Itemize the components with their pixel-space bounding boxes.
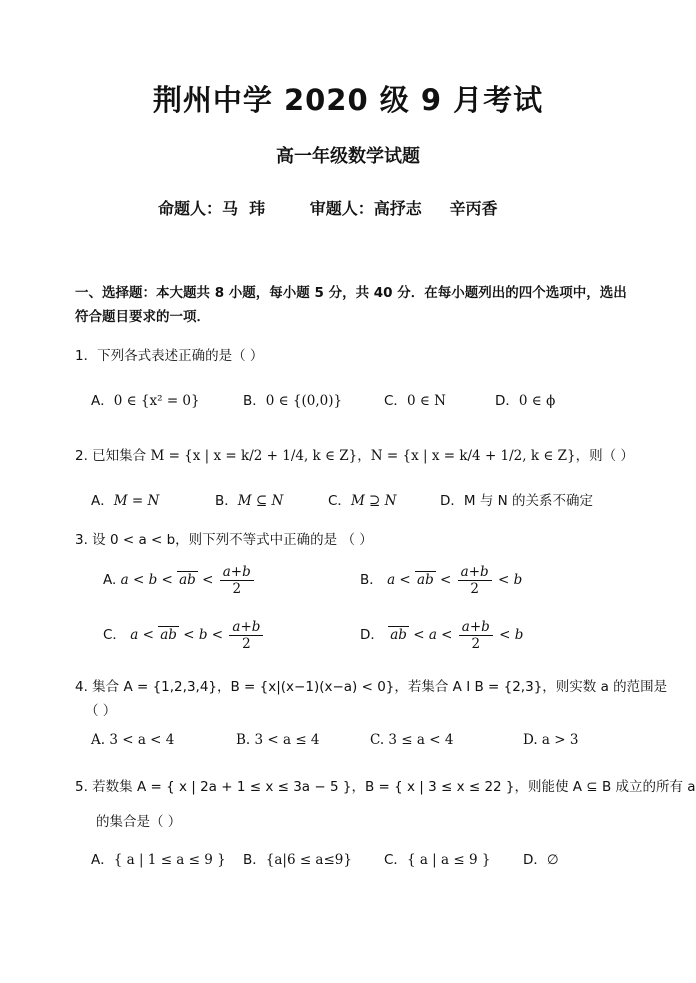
option-expr: { a | 1 ≤ a ≤ 9 }	[113, 852, 226, 868]
question-2-sep: ，	[357, 448, 371, 464]
question-3-option-d: D． ab < a < $\frac{a+b}{2}$ < b	[360, 619, 524, 652]
question-4-option-d: D. a > 3	[523, 732, 579, 748]
option-expr: 0 ∈ {(0,0)}	[265, 393, 343, 409]
question-3-option-b: B． a < ab < $\frac{a+b}{2}$ < b	[360, 564, 523, 597]
option-expr: M ⊇ N	[350, 493, 397, 509]
author-line: 命题人：马 玮 审题人：高抒志 辛丙香	[158, 199, 498, 218]
question-4-option-a: A. 3 < a < 4	[91, 732, 175, 748]
exam-title: 荆州中学 2020 级 9 月考试	[152, 83, 544, 117]
option-label: B．	[215, 493, 238, 509]
option-expr: 0 ∈ ϕ	[518, 393, 556, 409]
exam-subtitle: 高一年级数学试题	[276, 146, 420, 167]
question-2-set-m: M = {x | x = k/2 + 1/4, k ∈ Z}	[150, 448, 358, 464]
question-5-option-c	[384, 848, 490, 868]
fraction: $\frac{a+b}{2}$	[458, 564, 492, 597]
option-expr: { a | a ≤ 9 }	[406, 852, 491, 868]
option-label: D．	[440, 493, 464, 509]
question-2-suffix: ，则（ ）	[575, 448, 634, 464]
question-1-option-b	[243, 389, 342, 409]
option-label: A．	[91, 393, 114, 409]
question-1-stem: 1．下列各式表述正确的是（ ）	[75, 348, 264, 364]
option-label: D．	[495, 393, 519, 409]
option-label: C．	[384, 393, 407, 409]
option-expr: ∅	[546, 852, 559, 868]
option-label: C．	[384, 852, 407, 868]
option-expr: M = N	[113, 493, 160, 509]
question-5-stem: 5. 若数集 A = { x | 2a + 1 ≤ x ≤ 3a − 5 }，B = { x | 3 ≤ x ≤ 22 }，则能使 A ⊆ B 成立的所有 a	[75, 779, 696, 795]
option-label: D．	[523, 852, 547, 868]
question-1-option-d	[495, 389, 555, 409]
question-5-option-d	[523, 848, 559, 868]
question-2-stem	[75, 444, 634, 464]
option-expr: {a|6 ≤ a≤9}	[265, 852, 352, 868]
option-label: B．	[243, 393, 266, 409]
option-label: A.	[103, 572, 117, 588]
question-4-option-c: C. 3 ≤ a < 4	[370, 732, 454, 748]
option-label: B．	[360, 572, 383, 588]
question-3-option-c: C． a < ab < b < $\frac{a+b}{2}$	[103, 619, 265, 652]
question-3-option-a: A. a < b < ab < $\frac{a+b}{2}$	[103, 564, 256, 597]
option-expr: 0 ∈ {x² = 0}	[113, 393, 200, 409]
question-1-option-a	[91, 389, 200, 409]
option-expr: M 与 N 的关系不确定	[463, 493, 594, 509]
fraction: $\frac{a+b}{2}$	[229, 619, 263, 652]
question-4-option-b: B. 3 < a ≤ 4	[236, 732, 320, 748]
question-1-option-c	[384, 389, 446, 409]
question-2-option-d	[440, 489, 593, 509]
option-label: B．	[243, 852, 266, 868]
fraction: $\frac{a+b}{2}$	[459, 619, 493, 652]
question-4-stem: 4. 集合 A = {1,2,3,4}，B = {x|(x−1)(x−a) < 0}，若集合 A I B = {2,3}，则实数 a 的范围是	[75, 679, 668, 695]
question-2-set-n: N = {x | x = k/4 + 1/2, k ∈ Z}	[370, 448, 576, 464]
question-4-stem-continued: （ ）	[85, 703, 117, 719]
option-label: C．	[328, 493, 351, 509]
fraction: $\frac{a+b}{2}$	[220, 564, 254, 597]
question-2-option-c	[328, 489, 396, 509]
option-label: A．	[91, 852, 114, 868]
question-5-stem-continued: 的集合是（ ）	[96, 814, 182, 830]
question-3-stem: 3. 设 0 < a < b，则下列不等式中正确的是 （ ）	[75, 532, 373, 548]
question-2-option-a	[91, 489, 159, 509]
option-label: A．	[91, 493, 114, 509]
question-5-option-b	[243, 848, 352, 868]
option-label: D．	[360, 627, 384, 643]
section-heading: 一、选择题：本大题共 8 小题，每小题 5 分，共 40 分．在每小题列出的四个选项中，选出符合题目要求的一项．	[75, 285, 627, 325]
option-label: C．	[103, 627, 126, 643]
option-expr: 0 ∈ N	[406, 393, 446, 409]
question-2-prefix: 2. 已知集合	[75, 448, 147, 464]
option-expr: M ⊆ N	[237, 493, 284, 509]
question-2-option-b	[215, 489, 283, 509]
question-5-option-a	[91, 848, 226, 868]
